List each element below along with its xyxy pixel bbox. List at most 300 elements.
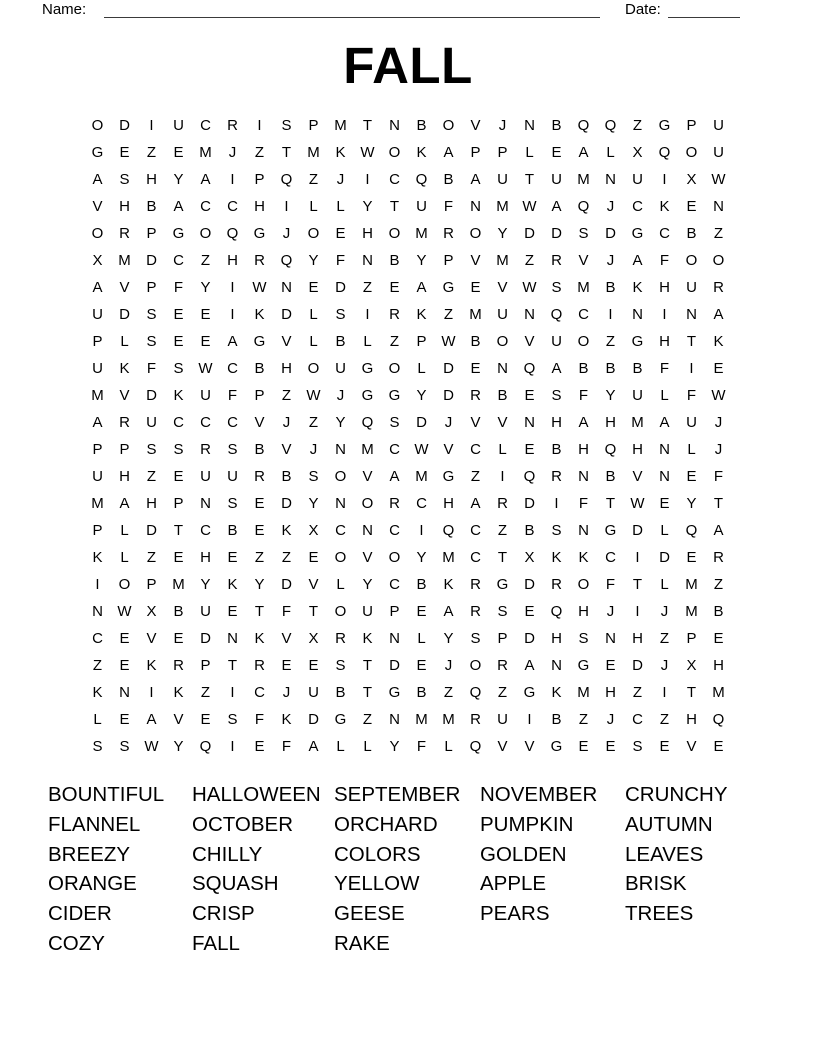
grid-cell: Z [632,117,643,134]
grid-cell: H [632,630,643,647]
grid-cell: Z [713,576,724,593]
word-list-column [480,780,625,959]
grid-cell: R [551,576,562,593]
grid-cell: R [227,117,238,134]
grid-cell: R [389,306,400,323]
grid-row [84,679,732,706]
grid-cell: L [660,387,669,404]
grid-cell: M [361,441,374,458]
grid-cell: G [172,225,185,242]
grid-cell: S [551,387,562,404]
grid-cell: N [362,252,373,269]
grid-cell: C [227,360,238,377]
grid-cell: A [416,279,427,296]
grid-cell: V [92,198,103,215]
grid-cell: E [173,306,184,323]
grid-cell: R [470,387,481,404]
grid-cell: Q [550,306,563,323]
grid-cell: G [523,684,536,701]
grid-row [84,706,732,733]
grid-cell: F [281,603,292,620]
grid-cell: B [254,441,265,458]
grid-cell: U [632,387,643,404]
grid-cell: M [577,279,590,296]
grid-cell: L [336,738,345,755]
grid-cell: E [173,333,184,350]
grid-cell: P [416,333,427,350]
grid-cell: E [281,657,292,674]
grid-cell: T [362,684,373,701]
grid-cell: B [632,360,643,377]
grid-cell: G [388,387,401,404]
grid-cell: Z [281,549,292,566]
grid-cell: B [605,360,616,377]
grid-cell: N [524,306,535,323]
grid-cell: E [308,279,319,296]
grid-cell: P [92,333,103,350]
grid-cell: I [257,117,262,134]
grid-cell: E [308,549,319,566]
grid-cell: T [281,144,292,161]
grid-cell: S [308,468,319,485]
grid-cell: Y [173,171,184,188]
grid-cell: B [578,360,589,377]
name-fill-in-line [104,0,600,18]
grid-cell: T [173,522,184,539]
grid-cell: E [200,306,211,323]
grid-cell: E [605,657,616,674]
grid-cell: G [631,333,644,350]
grid-cell: D [146,387,157,404]
grid-cell: L [120,522,129,539]
grid-cell: C [92,630,103,647]
grid-cell: G [91,144,104,161]
grid-cell: F [281,738,292,755]
grid-cell: I [554,495,559,512]
grid-cell: F [713,468,724,485]
grid-cell: C [173,252,184,269]
grid-row [84,328,732,355]
grid-cell: L [120,333,129,350]
grid-cell: M [496,252,509,269]
grid-cell: Q [280,171,293,188]
grid-cell: D [389,657,400,674]
word-list-item: YELLOW [334,872,420,896]
grid-cell: I [419,522,424,539]
grid-cell: A [146,711,157,728]
grid-cell: B [254,360,265,377]
word-list-item: SQUASH [192,872,279,896]
grid-cell: L [363,738,372,755]
grid-cell: Q [604,117,617,134]
grid-cell: O [469,225,482,242]
grid-cell: H [578,441,589,458]
grid-cell: K [713,333,724,350]
grid-cell: O [577,576,590,593]
grid-cell: O [577,333,590,350]
grid-cell: F [443,198,454,215]
grid-cell: K [551,549,562,566]
word-list-item: APPLE [480,872,547,896]
grid-cell: A [524,657,535,674]
grid-cell: E [173,630,184,647]
word-list-item: CRUNCHY [625,783,728,806]
grid-cell: S [578,630,589,647]
grid-cell: V [173,711,184,728]
grid-cell: F [686,387,697,404]
grid-cell: O [307,360,320,377]
grid-cell: E [227,549,238,566]
grid-cell: O [361,495,374,512]
grid-cell: I [230,279,235,296]
grid-cell: O [388,225,401,242]
grid-cell: Z [146,549,157,566]
grid-cell: D [281,306,292,323]
grid-cell: T [497,549,508,566]
grid-cell: M [334,117,347,134]
grid-cell: W [522,198,537,215]
word-list-column [625,780,728,959]
grid-cell: I [635,603,640,620]
grid-cell: E [659,738,670,755]
grid-cell: M [415,468,428,485]
grid-cell: D [659,549,670,566]
grid-cell: Q [712,711,725,728]
grid-cell: T [713,495,724,512]
grid-cell: S [335,657,346,674]
grid-cell: N [605,171,616,188]
grid-cell: Y [362,576,373,593]
grid-cell: G [361,360,374,377]
word-list-item: RAKE [334,931,390,955]
grid-cell: B [551,117,562,134]
grid-cell: B [416,117,427,134]
grid-cell: O [91,117,104,134]
grid-cell: F [578,495,589,512]
grid-cell: D [146,522,157,539]
grid-cell: J [444,414,453,431]
grid-cell: J [282,684,291,701]
grid-cell: M [712,684,725,701]
grid-row [84,436,732,463]
grid-cell: X [686,657,697,674]
grid-cell: Z [659,630,670,647]
word-search-grid [84,112,732,760]
grid-cell: N [713,198,724,215]
grid-cell: U [713,117,724,134]
grid-cell: R [173,657,184,674]
grid-cell: E [173,549,184,566]
grid-cell: E [254,495,265,512]
grid-cell: N [389,711,400,728]
grid-row [84,625,732,652]
grid-cell: K [173,684,184,701]
grid-cell: Z [659,711,670,728]
grid-cell: G [631,225,644,242]
grid-cell: C [470,549,481,566]
grid-cell: A [551,198,562,215]
grid-cell: B [497,387,508,404]
grid-cell: E [551,144,562,161]
grid-cell: P [146,225,157,242]
grid-cell: D [524,225,535,242]
grid-cell: F [416,738,427,755]
word-list-item: GEESE [334,902,405,926]
grid-cell: E [686,549,697,566]
grid-cell: Z [389,333,400,350]
grid-cell: A [713,522,724,539]
grid-cell: E [416,603,427,620]
grid-cell: N [335,441,346,458]
grid-cell: E [470,360,481,377]
grid-cell: G [550,738,563,755]
grid-cell: K [551,684,562,701]
grid-cell: L [498,441,507,458]
grid-cell: M [577,171,590,188]
grid-cell: W [198,360,213,377]
grid-cell: L [525,144,534,161]
grid-row [84,301,732,328]
grid-cell: G [253,333,266,350]
grid-cell: V [119,279,130,296]
grid-cell: V [443,441,454,458]
grid-cell: E [659,495,670,512]
grid-cell: J [309,441,318,458]
grid-cell: T [524,171,535,188]
grid-cell: A [200,171,211,188]
grid-cell: J [228,144,237,161]
grid-cell: Y [254,576,265,593]
grid-cell: R [119,225,130,242]
grid-cell: J [336,387,345,404]
grid-cell: K [281,522,292,539]
grid-cell: Z [632,684,643,701]
grid-cell: W [252,279,267,296]
grid-cell: O [496,333,509,350]
grid-cell: R [551,468,562,485]
grid-cell: G [496,576,509,593]
grid-cell: M [91,387,104,404]
grid-cell: O [307,225,320,242]
grid-cell: U [362,603,373,620]
word-list-item: COLORS [334,842,421,866]
grid-cell: T [389,198,400,215]
grid-cell: Z [146,144,157,161]
grid-cell: E [713,360,724,377]
grid-cell: F [578,387,589,404]
grid-row [84,598,732,625]
grid-cell: E [119,711,130,728]
grid-cell: P [443,252,454,269]
grid-cell: P [497,144,508,161]
grid-cell: H [119,468,130,485]
grid-cell: Z [470,468,481,485]
grid-cell: M [685,576,698,593]
grid-row [84,355,732,382]
grid-cell: G [361,387,374,404]
grid-cell: B [173,603,184,620]
grid-cell: A [443,603,454,620]
grid-cell: M [469,306,482,323]
grid-cell: O [388,360,401,377]
grid-cell: A [173,198,184,215]
grid-cell: N [659,441,670,458]
grid-cell: R [119,414,130,431]
grid-cell: U [497,171,508,188]
grid-cell: T [632,576,643,593]
grid-cell: S [632,738,643,755]
grid-cell: R [713,549,724,566]
grid-cell: C [200,414,211,431]
grid-cell: D [119,117,130,134]
grid-cell: G [577,657,590,674]
grid-cell: H [362,225,373,242]
grid-cell: P [497,630,508,647]
grid-cell: H [119,198,130,215]
grid-cell: O [388,144,401,161]
grid-cell: E [686,468,697,485]
grid-cell: A [470,495,481,512]
grid-cell: H [551,630,562,647]
grid-cell: W [117,603,132,620]
grid-cell: R [389,495,400,512]
grid-cell: U [632,171,643,188]
grid-cell: P [254,387,265,404]
grid-cell: U [713,144,724,161]
grid-cell: B [605,468,616,485]
grid-cell: Z [308,414,319,431]
grid-cell: C [389,441,400,458]
grid-cell: D [524,630,535,647]
grid-cell: D [443,360,454,377]
name-label: Name: [42,1,87,18]
date-label: Date: [625,1,661,18]
grid-cell: R [443,225,454,242]
grid-cell: S [497,603,508,620]
grid-cell: B [335,684,346,701]
grid-cell: I [365,171,370,188]
grid-cell: Q [523,468,536,485]
grid-cell: Q [658,144,671,161]
grid-cell: Q [550,603,563,620]
grid-cell: Q [226,225,239,242]
grid-cell: C [632,711,643,728]
grid-cell: L [93,711,102,728]
grid-cell: Z [92,657,103,674]
grid-cell: L [336,198,345,215]
grid-cell: K [254,630,265,647]
grid-cell: C [470,441,481,458]
grid-cell: S [173,441,184,458]
grid-cell: C [227,198,238,215]
grid-cell: R [551,252,562,269]
grid-cell: E [389,279,400,296]
grid-cell: H [551,414,562,431]
grid-cell: V [524,738,535,755]
grid-cell: K [227,576,238,593]
grid-cell: A [308,738,319,755]
grid-cell: Z [443,306,454,323]
grid-cell: D [308,711,319,728]
grid-cell: I [230,171,235,188]
word-list-item: FLANNEL [48,812,141,836]
grid-cell: N [335,495,346,512]
date-fill-in-line [668,0,740,18]
grid-cell: H [146,495,157,512]
grid-cell: S [389,414,400,431]
word-list-item: HALLOWEEN [192,783,321,806]
grid-cell: A [632,252,643,269]
grid-cell: W [522,279,537,296]
grid-cell: I [662,306,667,323]
grid-cell: A [92,414,103,431]
grid-cell: P [389,603,400,620]
grid-cell: I [149,684,154,701]
word-list-item: BOUNTIFUL [48,783,165,806]
grid-cell: K [254,306,265,323]
grid-cell: P [254,171,265,188]
grid-cell: O [334,549,347,566]
grid-cell: G [658,117,671,134]
grid-cell: H [605,684,616,701]
grid-cell: K [632,279,643,296]
grid-cell: V [362,468,373,485]
word-list-item: ORCHARD [334,812,438,836]
grid-cell: Y [173,738,184,755]
grid-cell: E [173,144,184,161]
grid-cell: L [606,144,615,161]
grid-cell: D [443,387,454,404]
grid-cell: R [335,630,346,647]
grid-cell: E [335,225,346,242]
grid-cell: T [227,657,238,674]
grid-cell: K [578,549,589,566]
grid-cell: K [92,549,103,566]
grid-cell: K [119,360,130,377]
grid-cell: K [659,198,670,215]
grid-cell: H [578,603,589,620]
grid-cell: M [199,144,212,161]
grid-cell: Y [416,252,427,269]
grid-cell: K [173,387,184,404]
grid-cell: R [470,576,481,593]
grid-cell: I [662,171,667,188]
grid-cell: Y [308,252,319,269]
grid-cell: Y [686,495,697,512]
grid-cell: A [443,144,454,161]
grid-cell: B [605,279,616,296]
grid-cell: S [119,738,130,755]
grid-cell: N [227,630,238,647]
grid-cell: X [632,144,643,161]
grid-cell: Z [254,549,265,566]
grid-cell: A [389,468,400,485]
grid-cell: Q [577,198,590,215]
grid-cell: T [308,603,319,620]
grid-cell: D [632,522,643,539]
grid-cell: E [200,711,211,728]
word-list-item: SEPTEMBER [334,783,461,806]
grid-cell: S [551,522,562,539]
word-list-item: OCTOBER [192,812,293,836]
grid-cell: K [362,630,373,647]
grid-cell: Q [442,522,455,539]
grid-cell: E [605,738,616,755]
grid-cell: Y [416,387,427,404]
grid-cell: Z [362,711,373,728]
grid-cell: R [497,657,508,674]
grid-cell: N [200,495,211,512]
